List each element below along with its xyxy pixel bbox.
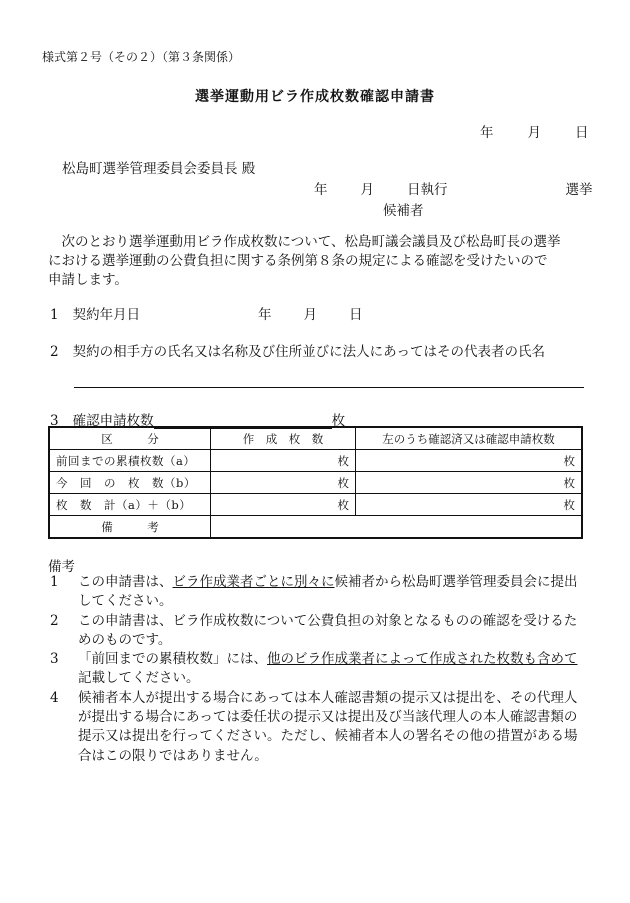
note-text [78, 650, 588, 689]
table-row [49, 516, 582, 539]
table-header-cell: 作 成 枚 数 [211, 427, 356, 450]
note-text-part: 「前回までの累積枚数」には、 [78, 651, 267, 668]
row-label: 今 回 の 枚 数（b） [49, 472, 211, 494]
contract-day: 日 [349, 307, 363, 323]
date-day: 日 [575, 125, 589, 141]
item-number: 3 [50, 413, 59, 429]
exec-year: 年 [314, 182, 328, 198]
intro-line: 次のとおり選挙運動用ビラ作成枚数について、松島町議会議員及び松島町長の選挙 [48, 234, 561, 250]
form-number: 様式第２号（その２）（第３条関係） [42, 50, 241, 64]
note-text: 候補者本人が提出する場合にあっては本人確認書類の提示又は提出を、その代理人が提出する場合にあっては委任状の提示又は提出及び当該代理人の本人確認書類の提示又は提出を行ってください。ただし、候補者本人の署名その他の措置がある場合はこの限りではありません。 [78, 689, 578, 764]
notes-list [48, 573, 588, 766]
note-number: 4 [50, 689, 59, 706]
intro-paragraph [48, 233, 588, 290]
item-number: 2 [50, 344, 59, 360]
application-date [480, 121, 589, 141]
table-row [49, 494, 582, 516]
election-execution-line [314, 178, 593, 198]
addressee: 松島町選挙管理委員会委員長 殿 [62, 161, 256, 177]
note-item [48, 689, 588, 766]
table-row [49, 450, 582, 472]
intro-line: における選挙運動の公費負担に関する条例第８条の規定による確認を受けたいので [48, 253, 548, 269]
count-table [48, 426, 583, 539]
date-year: 年 [480, 125, 494, 141]
confirmed-count-cell[interactable]: 枚 [356, 450, 583, 472]
item-number: 1 [50, 307, 59, 323]
row-label: 前回までの累積枚数（a） [49, 450, 211, 472]
item-label: 契約の相手方の氏名又は名称及び住所並びに法人にあってはその代表者の氏名 [72, 344, 545, 360]
note-text-part: 記載してください。 [78, 670, 200, 687]
confirmed-count-cell[interactable]: 枚 [356, 494, 583, 516]
note-item [48, 612, 588, 651]
row-label: 備 考 [49, 516, 211, 539]
note-item [48, 573, 588, 612]
item-label: 契約年月日 [72, 307, 141, 323]
notes-heading: 備考 [48, 559, 75, 575]
created-count-cell[interactable]: 枚 [211, 472, 356, 494]
intro-line: 申請します。 [48, 272, 128, 288]
note-number: 2 [50, 612, 59, 629]
created-count-cell[interactable]: 枚 [211, 494, 356, 516]
exec-election: 選挙 [565, 182, 593, 198]
item-label: 確認申請枚数 [72, 413, 154, 429]
contract-date-fields [258, 303, 363, 323]
row-label: 枚 数 計（a）＋（b） [49, 494, 211, 516]
contractor-entry-line[interactable] [74, 387, 584, 388]
document-title: 選挙運動用ビラ作成枚数確認申請書 [195, 89, 435, 105]
note-underlined-text: ビラ作成業者ごとに別々に [172, 574, 335, 590]
exec-day: 日執行 [407, 182, 448, 198]
date-month: 月 [527, 125, 541, 141]
created-count-cell[interactable]: 枚 [211, 450, 356, 472]
unit-label: 枚 [331, 413, 346, 429]
exec-month: 月 [360, 182, 374, 198]
contract-year: 年 [258, 307, 272, 323]
note-number: 1 [50, 574, 59, 590]
table-header-cell: 左のうち確認済又は確認申請枚数 [356, 427, 583, 450]
note-text-part: 候補者から松島町選挙管理委員会に提出してください。 [78, 574, 578, 610]
note-number: 3 [50, 651, 59, 668]
note-underlined-text: 他のビラ作成業者によって作成された枚数も含めて [267, 651, 578, 668]
note-text [78, 573, 588, 612]
contract-month: 月 [303, 307, 317, 323]
table-header-row [49, 427, 582, 450]
note-text: この申請書は、ビラ作成枚数について公費負担の対象となるものの確認を受けるためのものです。 [78, 612, 578, 648]
table-row [49, 472, 582, 494]
table-header-cell: 区 分 [49, 427, 211, 450]
item-contract-date [50, 303, 140, 323]
confirmed-count-cell[interactable]: 枚 [356, 472, 583, 494]
candidate-label: 候補者 [383, 203, 424, 219]
remarks-cell[interactable] [211, 516, 583, 539]
note-item [48, 650, 588, 689]
item-contractor-info [50, 340, 545, 360]
note-text-part: この申請書は、 [78, 574, 173, 590]
